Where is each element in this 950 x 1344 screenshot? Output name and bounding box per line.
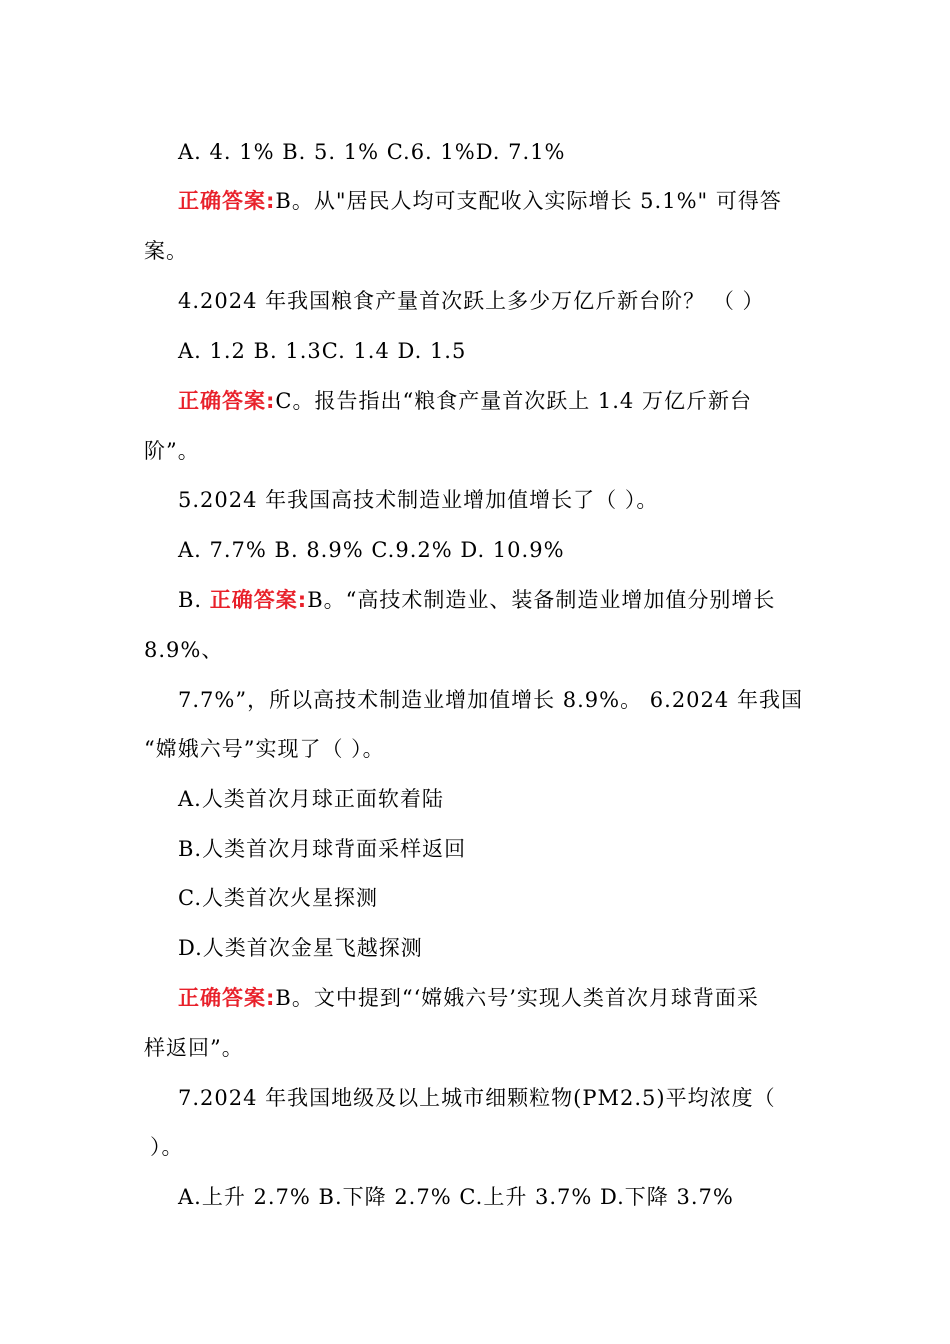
answer-text: B。“高技术制造业、装备制造业增加值分别增长 [307,588,776,612]
q6-answer-continued: 样返回”。 [144,1036,244,1060]
q7-question: 7.2024 年我国地级及以上城市细颗粒物(PM2.5)平均浓度（ [178,1086,776,1110]
q5-options: A. 7.7% B. 8.9% C.9.2% D. 10.9% [178,538,565,562]
answer-label: 正确答案: [178,189,276,213]
answer-label: 正确答案: [178,389,276,413]
answer-text: B。文中提到“‘嫦娥六号’实现人类首次月球背面采 [275,986,759,1010]
answer-label: 正确答案: [178,986,276,1010]
q6-option-c: C.人类首次火星探测 [178,886,378,910]
q4-options: A. 1.2 B. 1.3C. 1.4 D. 1.5 [178,339,467,363]
q5-question: 5.2024 年我国高技术制造业增加值增长了（ ）。 [178,488,659,512]
q6-option-b: B.人类首次月球背面采样返回 [178,837,467,861]
q5-answer [178,586,775,614]
q7-question-continued: ）。 [150,1135,184,1159]
answer-text: B。从"居民人均可支配收入实际增长 5.1%" 可得答 [275,189,782,213]
q4-answer [178,387,752,415]
answer-prefix: B. [178,588,210,612]
q4-question: 4.2024 年我国粮食产量首次跃上多少万亿斤新台阶？ （ ） [178,289,765,313]
q6-answer [178,984,759,1012]
q6-question: “嫦娥六号”实现了（ ）。 [144,737,385,761]
q5-answer-continued: 8.9%、 [144,638,224,662]
q3-options: A. 4. 1% B. 5. 1% C.6. 1%D. 7.1% [178,140,566,164]
q7-options: A.上升 2.7% B.下降 2.7% C.上升 3.7% D.下降 3.7% [178,1185,734,1209]
answer-text: C。报告指出“粮食产量首次跃上 1.4 万亿斤新台 [275,389,752,413]
q5-answer-continued-2: 7.7%”，所以高技术制造业增加值增长 8.9%。 6.2024 年我国 [178,688,803,712]
q3-answer [178,187,782,215]
q4-answer-continued: 阶”。 [144,439,200,463]
q6-option-d: D.人类首次金星飞越探测 [178,936,423,960]
q3-answer-continued: 案。 [144,239,188,263]
answer-label: 正确答案: [209,588,308,612]
q6-option-a: A.人类首次月球正面软着陆 [178,787,444,811]
